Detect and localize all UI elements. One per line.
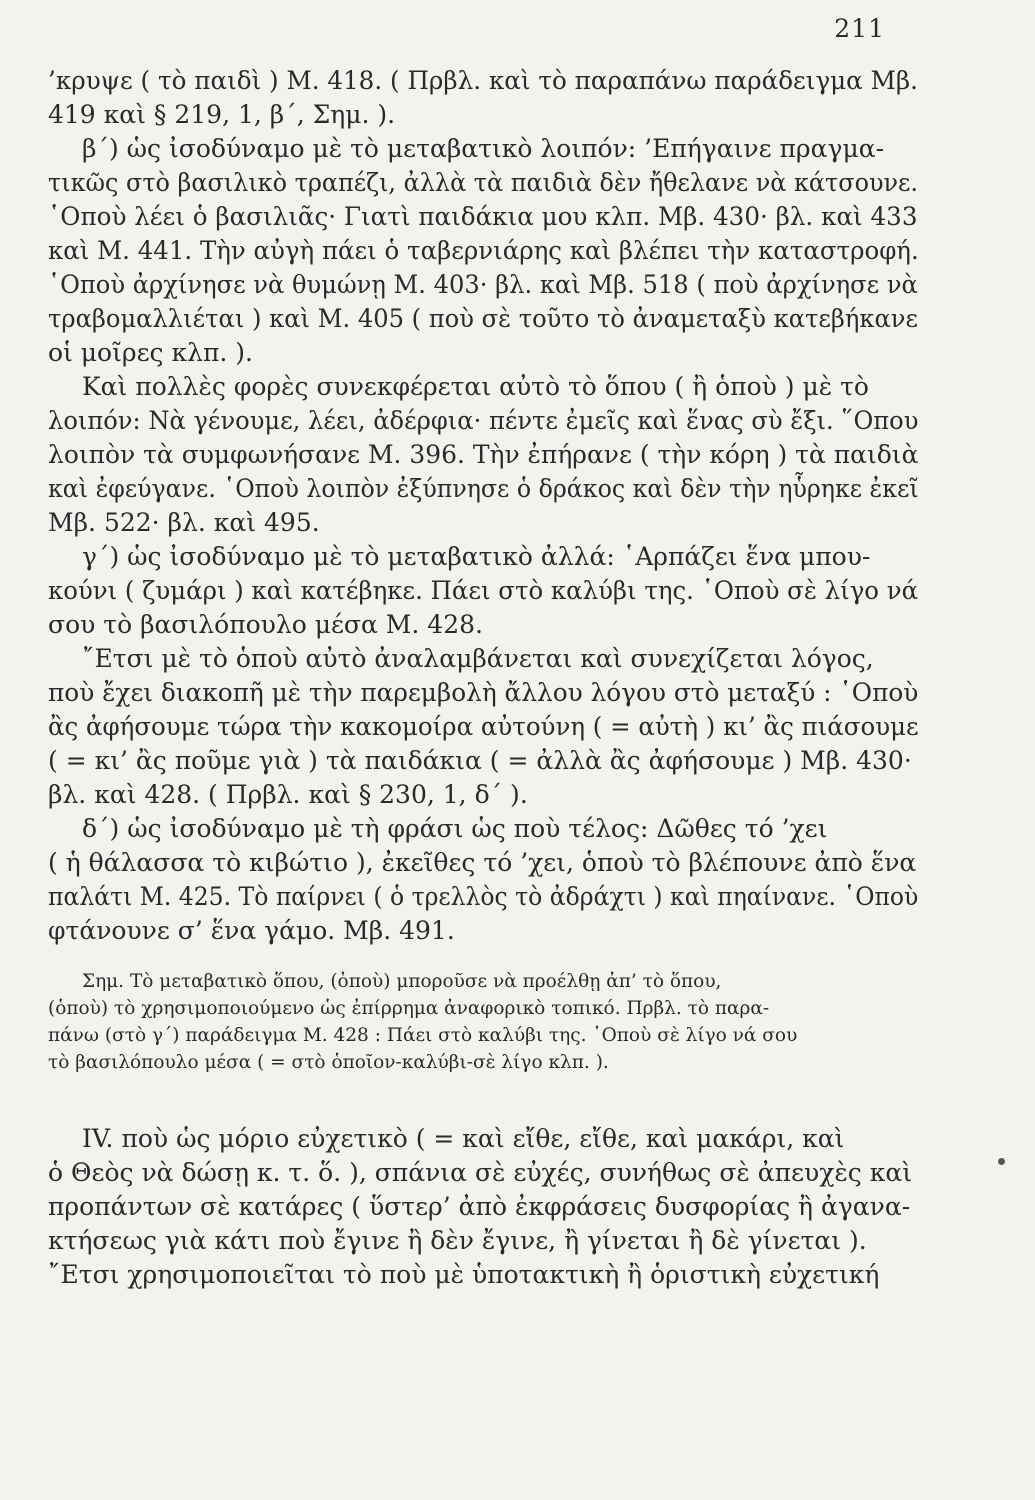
text-line: φτάνουνε σ’ ἕνα γάμο. Μβ. 491.	[48, 916, 455, 945]
main-text	[48, 64, 918, 1292]
text-line: λοιπόν: Νὰ γένουμε, λέει, ἀδέρφια· πέντε ἐμεῖς καὶ ἕνας σὺ ἔξι. ῞Οπου	[48, 406, 919, 435]
note-line: Σημ. Τὸ μεταβατικὸ ὅπου, (ὁποὺ) μποροῦσε νὰ προέλθῃ ἀπ’ τὸ ὅπου,	[82, 971, 722, 992]
text-line: βλ. καὶ 428. ( Πρβλ. καὶ § 230, 1, δ΄ ).	[48, 780, 528, 809]
text-line: καὶ Μ. 441. Τὴν αὐγὴ πάει ὁ ταβερνιάρης καὶ βλέπει τὴν καταστροφή.	[48, 236, 919, 265]
text-line: β΄) ὡς ἰσοδύναμο μὲ τὸ μεταβατικὸ λοιπόν: ’Επήγαινε πραγμα-	[82, 134, 885, 163]
text-line: κούνι ( ζυμάρι ) καὶ κατέβηκε. Πάει στὸ καλύβι της. ῾Οποὺ σὲ λίγο νά	[48, 576, 919, 605]
text-line: Μβ. 522· βλ. καὶ 495.	[48, 508, 320, 537]
text-line: λοιπὸν τὰ συμφωνήσανε Μ. 396. Τὴν ἐπήρανε ( τὴν κόρη ) τὰ παιδιὰ	[48, 440, 919, 469]
section-line: κτήσεως γιὰ κάτι ποὺ ἔγινε ἢ δὲν ἔγινε, ἢ γίνεται ἢ δὲ γίνεται ).	[48, 1226, 867, 1255]
text-line: Καὶ πολλὲς φορὲς συνεκφέρεται αὐτὸ τὸ ὅπου ( ἢ ὁποὺ ) μὲ τὸ	[82, 372, 869, 401]
text-line: 419 καὶ § 219, 1, β΄, Σημ. ).	[48, 100, 396, 129]
text-line: ’κρυψε ( τὸ παιδὶ ) Μ. 418. ( Πρβλ. καὶ τὸ παραπάνω παράδειγμα Μβ.	[48, 66, 918, 95]
text-line: καὶ ἐφεύγανε. ῾Οποὺ λοιπὸν ἐξύπνησε ὁ δράκος καὶ δὲν τὴν ηὗρηκε ἐκεῖ	[48, 474, 919, 503]
section-line: ὁ Θεὸς νὰ δώσῃ κ. τ. ὅ. ), σπάνια σὲ εὐχές, συνήθως σὲ ἀπευχὲς καὶ	[48, 1158, 913, 1187]
text-line: γ΄) ὡς ἰσοδύναμο μὲ τὸ μεταβατικὸ ἀλλά: ῾Αρπάζει ἕνα μπου-	[82, 542, 871, 571]
text-line: δ΄) ὡς ἰσοδύναμο μὲ τὴ φράσι ὡς ποὺ τέλος: Δῶθες τό ’χει	[82, 814, 828, 843]
page-number: 211	[834, 14, 885, 43]
text-line: ῎Ετσι μὲ τὸ ὁποὺ αὐτὸ ἀναλαμβάνεται καὶ συνεχίζεται λόγος,	[82, 644, 874, 673]
section-line: ῎Ετσι χρησιμοποιεῖται τὸ ποὺ μὲ ὑποτακτικὴ ἢ ὁριστικὴ εὐχετική	[48, 1260, 880, 1289]
note-line: τὸ βασιλόπουλο μέσα ( = στὸ ὁποῖον-καλύβι-σὲ λίγο κλπ. ).	[48, 1052, 609, 1073]
text-line: παλάτι Μ. 425. Τὸ παίρνει ( ὁ τρελλὸς τὸ ἀδράχτι ) καὶ πηαίνανε. ῾Οποὺ	[48, 882, 919, 911]
text-line: ῾Οποὺ λέει ὁ βασιλιᾶς· Γιατὶ παιδάκια μου κλπ. Μβ. 430· βλ. καὶ 433	[48, 202, 918, 231]
text-line: σου τὸ βασιλόπουλο μέσα Μ. 428.	[48, 610, 483, 639]
text-line: ποὺ ἔχει διακοπῆ μὲ τὴν παρεμβολὴ ἄλλου λόγου στὸ μεταξύ : ῾Οποὺ	[48, 678, 919, 707]
note-line: πάνω (στὸ γ΄) παράδειγμα Μ. 428 : Πάει στὸ καλύβι της. ῾Οποὺ σὲ λίγο νά σου	[48, 1025, 798, 1046]
text-line: ῾Οποὺ ἀρχίνησε νὰ θυμώνῃ Μ. 403· βλ. καὶ Μβ. 518 ( ποὺ ἀρχίνησε νὰ	[48, 270, 918, 299]
note-block	[48, 968, 918, 1076]
text-line: ( = κι’ ἂς ποῦμε γιὰ ) τὰ παιδάκια ( = ἀλλὰ ἂς ἀφήσουμε ) Μβ. 430·	[48, 746, 912, 775]
text-line: οἱ μοῖρες κλπ. ).	[48, 338, 253, 367]
ink-spot	[998, 1158, 1005, 1165]
section-line: IV. ποὺ ὡς μόριο εὐχετικὸ ( = καὶ εἴθε, εἴθε, καὶ μακάρι, καὶ	[82, 1124, 845, 1153]
text-line: τικῶς στὸ βασιλικὸ τραπέζι, ἀλλὰ τὰ παιδιὰ δὲν ἤθελανε νὰ κάτσουνε.	[48, 168, 919, 197]
text-line: ἂς ἀφήσουμε τώρα τὴν κακομοίρα αὐτούνη ( = αὐτὴ ) κι’ ἂς πιάσουμε	[48, 712, 919, 741]
note-line: (ὁποὺ) τὸ χρησιμοποιούμενο ὡς ἐπίρρημα ἀναφορικὸ τοπικό. Πρβλ. τὸ παρα-	[48, 998, 770, 1019]
section-line: προπάντων σὲ κατάρες ( ὕστερ’ ἀπὸ ἐκφράσεις δυσφορίας ἢ ἀγανα-	[48, 1192, 911, 1221]
text-line: ( ἡ θάλασσα τὸ κιβώτιο ), ἐκεῖθες τό ’χει, ὁποὺ τὸ βλέπουνε ἀπὸ ἕνα	[48, 848, 917, 877]
section-iv	[48, 1122, 918, 1292]
text-line: τραβομαλλιέται ) καὶ Μ. 405 ( ποὺ σὲ τοῦτο τὸ ἀναμεταξὺ κατεβήκανε	[48, 304, 919, 333]
